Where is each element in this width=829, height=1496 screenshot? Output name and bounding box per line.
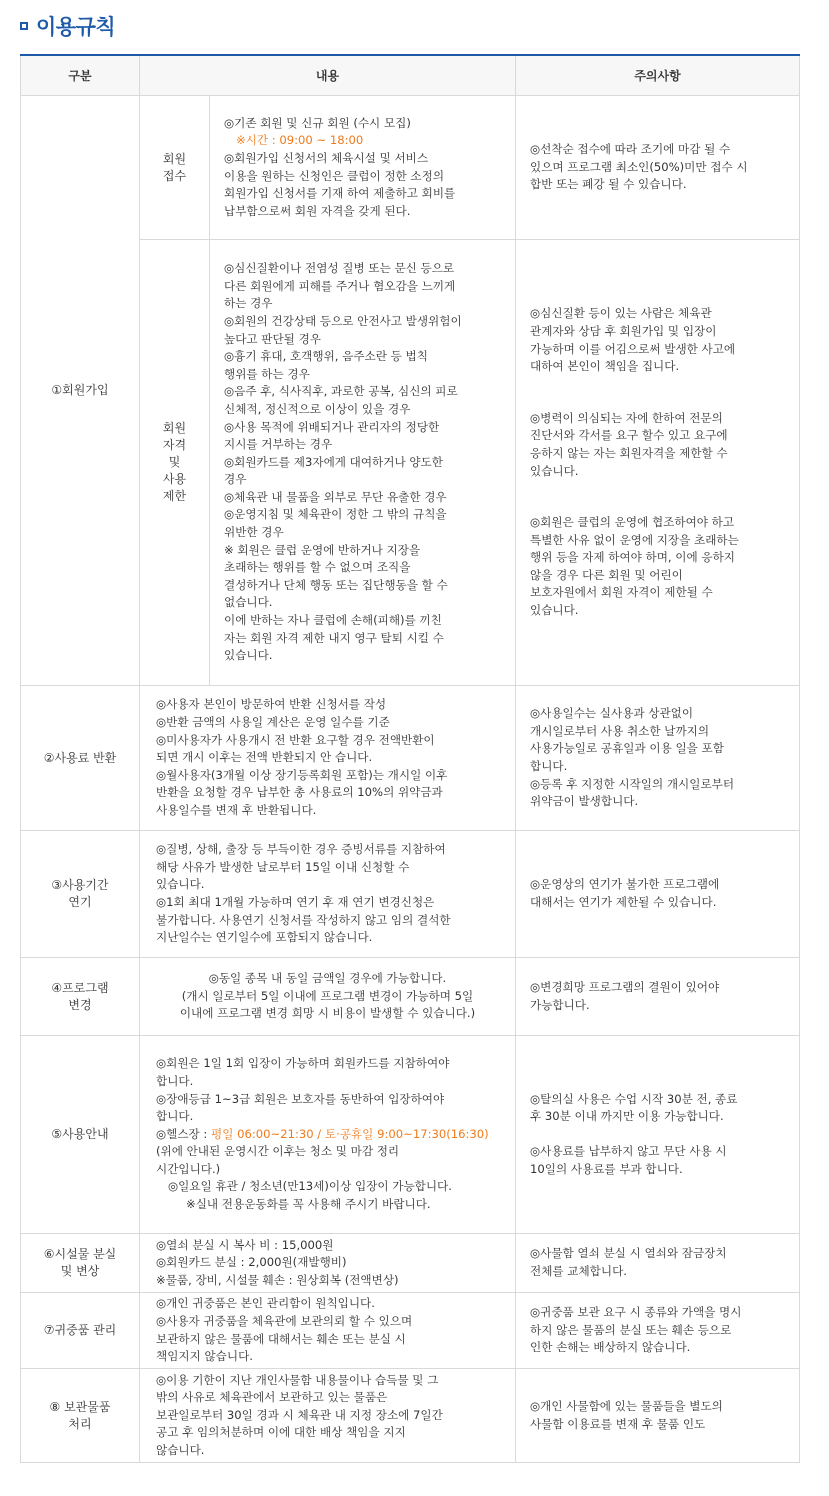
note-line: 후 30분 이내 까지만 이용 가능합니다.	[530, 1109, 724, 1124]
sub-category-restriction	[140, 240, 210, 686]
table-row-loss	[21, 1234, 800, 1293]
note-line: 대하여 본인이 책임을 집니다.	[530, 359, 680, 374]
content-line: 이내에 프로그램 변경 희망 시 비용이 발생할 수 있습니다.)	[179, 1006, 476, 1021]
note-line: 특별한 사유 없이 운영에 지장을 초래하는	[530, 532, 739, 547]
content-line: 합니다.	[156, 1109, 194, 1124]
sub-label: 접수	[162, 168, 187, 183]
content-line: 하는 경우	[224, 296, 273, 311]
square-bullet-icon	[20, 22, 28, 30]
content-line: 공고 후 임의처분하며 이에 대한 배상 책임을 지지	[156, 1425, 406, 1440]
header-content: 내용	[140, 55, 516, 96]
spacer	[530, 393, 787, 410]
content-line: 없습니다.	[224, 595, 273, 610]
reception-hours: ※시간 : 09:00 ~ 18:00	[236, 133, 364, 148]
note-storage	[516, 1369, 800, 1463]
content-line: 행위를 하는 경우	[224, 366, 310, 381]
content-line: 경우	[224, 472, 247, 487]
content-line: 시간입니다.)	[156, 1161, 221, 1176]
note-line: 관계자와 상담 후 회원가입 및 입장이	[530, 323, 717, 338]
content-line: 지시를 거부하는 경우	[224, 437, 333, 452]
note-line: 합반 또는 폐강 될 수 있습니다.	[530, 177, 687, 192]
note-line: 개시일로부터 사용 취소한 날까지의	[530, 723, 710, 738]
content-line: 신체적, 정신적으로 이상이 있을 경우	[224, 401, 411, 416]
content-line: ※물품, 장비, 시설물 훼손 : 원상회복 (전액변상)	[156, 1272, 399, 1287]
content-line: ◎개인 귀중품은 본인 관리함이 원칙입니다.	[156, 1296, 375, 1311]
note-reception	[516, 96, 800, 240]
content-line: ◎동일 종목 내 동일 금액일 경우에 가능합니다.	[208, 971, 447, 986]
content-line: ◎1회 최대 1개월 가능하며 연기 후 재 연기 변경신청은	[156, 895, 435, 909]
gym-label: ◎헬스장 :	[156, 1126, 211, 1141]
content-line: 위반한 경우	[224, 525, 284, 540]
category-valuables: ⑦귀중품 관리	[21, 1293, 140, 1369]
sub-label: 회원	[162, 151, 187, 166]
content-line: ◎체육관 내 물품을 외부로 무단 유출한 경우	[224, 489, 447, 504]
note-line: 않을 경우 다른 회원 및 어린이	[530, 567, 683, 582]
note-line: ◎사용료를 납부하지 않고 무단 사용 시	[530, 1144, 727, 1158]
content-line: 불가합니다. 사용연기 신청서를 작성하지 않고 임의 결석한	[156, 912, 451, 927]
note-line: 가능하며 이를 어김으로써 발생한 사고에	[530, 341, 736, 356]
note-line: 진단서와 각서를 요구 할수 있고 요구에	[530, 428, 728, 443]
content-line: (개시 일로부터 5일 이내에 프로그램 변경이 가능하며 5일	[181, 988, 474, 1003]
content-line: 되면 개시 이후는 전액 반환되지 안 습니다.	[156, 750, 373, 765]
note-loss	[516, 1234, 800, 1293]
category-program-change	[21, 958, 140, 1036]
content-extension	[140, 831, 516, 958]
note-extension	[516, 831, 800, 958]
table-row-membership-reception	[21, 96, 800, 240]
content-line: 보관일로부터 30일 경과 시 체육관 내 지정 장소에 7일간	[156, 1407, 443, 1422]
note-line: 위약금이 발생합니다.	[530, 794, 639, 809]
note-line: ◎사용일수는 실사용과 상관없이	[530, 706, 694, 721]
note-line: ◎운영상의 연기가 불가한 프로그램에	[530, 877, 720, 892]
content-line: 책임지지 않습니다.	[156, 1349, 253, 1364]
note-line: ◎병력이 의심되는 자에 한하여 전문의	[530, 410, 723, 425]
content-line: ◎사용자 귀중품을 체육관에 보관의뢰 할 수 있으며	[156, 1313, 413, 1328]
content-line: 다른 회원에게 피해를 주거나 혐오감을 느끼게	[224, 278, 456, 293]
note-line: 전체를 교체합니다.	[530, 1264, 627, 1278]
note-line: ◎사물함 열쇠 분실 시 열쇠와 잠금장치	[530, 1246, 727, 1261]
category-label: ③사용기간	[51, 878, 109, 892]
content-line: ◎질병, 상해, 출장 등 부득이한 경우 증빙서류를 지참하여	[156, 842, 446, 857]
note-restriction	[516, 240, 800, 686]
content-reception	[210, 96, 516, 240]
content-line: ◎회원가입 신청서의 체육시설 및 서비스	[224, 150, 429, 165]
category-membership: ①회원가입	[21, 96, 140, 686]
spacer	[530, 497, 787, 514]
header-note: 주의사항	[516, 55, 800, 96]
spacer	[530, 480, 787, 497]
note-line: 응하지 않는 자는 회원자격을 제한할 수	[530, 445, 728, 460]
content-loss	[140, 1234, 516, 1293]
note-line: 인한 손해는 배상하지 않습니다.	[530, 1340, 691, 1355]
page-title: 이용규칙	[36, 15, 116, 39]
content-line: ◎회원카드를 제3자에게 대여하거나 양도한	[224, 454, 443, 469]
content-line: 자는 회원 자격 제한 내지 영구 탈퇴 시킬 수	[224, 630, 444, 645]
content-line: ◎열쇠 분실 시 복사 비 : 15,000원	[156, 1237, 334, 1252]
note-line: 합니다.	[530, 759, 568, 773]
content-refund	[140, 686, 516, 831]
content-line: ◎심신질환이나 전염성 질병 또는 문신 등으로	[224, 261, 455, 276]
content-line: 납부함으로써 회원 자격을 갖게 된다.	[224, 203, 411, 218]
spacer	[530, 1126, 787, 1143]
content-line: 사용일수를 변재 후 반환됩니다.	[156, 802, 317, 817]
content-line: 높다고 판단될 경우	[224, 331, 321, 346]
note-valuables	[516, 1293, 800, 1369]
content-program-change	[140, 958, 516, 1036]
content-line: ◎이용 기한이 지난 개인사물함 내용물이나 습득물 및 그	[156, 1372, 439, 1387]
category-loss	[21, 1234, 140, 1293]
category-label: ⑧ 보관물품	[49, 1399, 111, 1414]
content-line: 지난일수는 연기일수에 포함되지 않습니다.	[156, 930, 373, 945]
note-line: 있습니다.	[530, 603, 579, 618]
category-guide: ⑤사용안내	[21, 1036, 140, 1234]
note-line: 가능합니다.	[530, 997, 590, 1012]
category-label: 처리	[68, 1416, 92, 1431]
category-refund: ②사용료 반환	[21, 686, 140, 831]
content-line: 반환을 요청할 경우 납부한 총 사용료의 10%의 위약금과	[156, 785, 443, 800]
note-line: ◎탈의실 사용은 수업 시작 30분 전, 종료	[530, 1091, 738, 1106]
content-line: ◎음주 후, 식사직후, 과로한 공복, 심신의 피로	[224, 384, 458, 399]
content-line: (위에 안내된 운영시간 이후는 청소 및 마감 정리	[156, 1144, 400, 1159]
content-line: 있습니다.	[224, 648, 273, 663]
note-line: ◎변경희망 프로그램의 결원이 있어야	[530, 979, 720, 994]
note-line: 사용가능일로 공휴일과 이용 일을 포함	[530, 741, 724, 756]
sub-label: 자격	[162, 438, 187, 452]
content-line: 초래하는 행위를 할 수 없으며 조직을	[224, 560, 411, 575]
sunday-closed-line: ◎일요일 휴관 / 청소년(만13세)이상 입장이 가능합니다.	[168, 1179, 452, 1194]
note-line: 사물함 이용료를 변재 후 물품 인도	[530, 1416, 706, 1431]
rules-table	[20, 54, 800, 1463]
category-storage	[21, 1369, 140, 1463]
indoor-shoes-line: ※실내 전용운동화를 꼭 사용해 주시기 바랍니다.	[186, 1197, 431, 1212]
note-refund	[516, 686, 800, 831]
note-line: ◎귀중품 보관 요구 시 종류와 가액을 명시	[530, 1305, 742, 1320]
content-line: ◎회원은 1일 1회 입장이 가능하며 회원카드를 지참하여야	[156, 1056, 450, 1071]
note-line: ◎개인 사물함에 있는 물품들을 별도의	[530, 1398, 723, 1413]
content-line: ◎운영지침 및 체육관이 정한 그 밖의 규칙을	[224, 507, 447, 522]
content-line: ◎사용 목적에 위배되거나 관리자의 정당한	[224, 419, 440, 434]
table-row-extension	[21, 831, 800, 958]
table-row-program-change	[21, 958, 800, 1036]
note-line: 하지 않은 물품의 분실 또는 훼손 등으로	[530, 1322, 732, 1337]
table-row-guide	[21, 1036, 800, 1234]
category-label: 연기	[68, 895, 92, 909]
category-label: 및 변상	[60, 1264, 100, 1278]
content-line: 보관하지 않은 물품에 대해서는 훼손 또는 분실 시	[156, 1331, 406, 1346]
table-row-storage	[21, 1369, 800, 1463]
note-line: 있습니다.	[530, 463, 579, 478]
content-line: ◎기존 회원 및 신규 회원 (수시 모집)	[224, 115, 411, 130]
page-title-bar	[20, 10, 115, 42]
sub-label: 회원	[162, 421, 187, 435]
sub-label: 사용	[162, 472, 187, 486]
content-storage	[140, 1369, 516, 1463]
content-line: ◎장애등급 1~3급 회원은 보호자를 동반하여 입장하여야	[156, 1091, 445, 1106]
header-category: 구분	[21, 55, 140, 96]
content-line: 이용을 원하는 신청인은 클럽이 정한 소정의	[224, 168, 445, 183]
content-line: 회원가입 신청서를 기재 하여 제출하고 회비를	[224, 186, 456, 201]
gym-hours: 평일 06:00~21:30 / 토·공휴일 9:00~17:30(16:30)	[211, 1126, 489, 1141]
content-line: 않습니다.	[156, 1442, 205, 1457]
note-line: 10일의 사용료를 부과 합니다.	[530, 1161, 683, 1176]
content-restriction	[210, 240, 516, 686]
sub-label: 제한	[162, 489, 187, 503]
spacer	[530, 376, 787, 393]
note-line: 있으며 프로그램 최소인(50%)미만 접수 시	[530, 159, 748, 174]
table-row-valuables	[21, 1293, 800, 1369]
sub-category-reception	[140, 96, 210, 240]
content-line: ◎흉기 휴대, 호객행위, 음주소란 등 법칙	[224, 349, 428, 364]
note-line: 대해서는 연기가 제한될 수 있습니다.	[530, 895, 717, 909]
gym-hours-line	[156, 1126, 505, 1144]
content-line: ◎반환 금액의 사용일 계산은 운영 일수를 기준	[156, 715, 390, 730]
content-line: 밖의 사유로 체육관에서 보관하고 있는 물품은	[156, 1390, 388, 1405]
category-label: ⑥시설물 분실	[43, 1247, 117, 1261]
category-label: ④프로그램	[51, 980, 109, 995]
table-header-row	[21, 55, 800, 96]
content-line: ◎사용자 본인이 방문하여 반환 신청서를 작성	[156, 697, 387, 712]
content-valuables	[140, 1293, 516, 1369]
content-line: ◎회원카드 분실 : 2,000원(재발행비)	[156, 1255, 347, 1270]
content-line: ◎회원의 건강상태 등으로 안전사고 발생위험이	[224, 313, 462, 328]
content-guide	[140, 1036, 516, 1234]
content-line: 이에 반하는 자나 클럽에 손해(피해)를 끼친	[224, 613, 442, 628]
note-line: ◎선착순 접수에 따라 조기에 마감 될 수	[530, 142, 731, 157]
content-line: 결성하거나 단체 행동 또는 집단행동을 할 수	[224, 577, 448, 592]
note-line: 행위 등을 자제 하여야 하며, 이에 응하지	[530, 550, 735, 565]
note-line: ◎심신질환 등이 있는 사람은 체육관	[530, 306, 712, 321]
note-line: ◎등록 후 지정한 시작일의 개시일로부터	[530, 776, 735, 791]
content-line: ◎미사용자가 사용개시 전 반환 요구할 경우 전액반환이	[156, 732, 435, 747]
table-row-refund	[21, 686, 800, 831]
content-line: 합니다.	[156, 1073, 194, 1088]
note-guide	[516, 1036, 800, 1234]
category-label: 변경	[68, 997, 92, 1012]
content-line: 해당 사유가 발생한 날로부터 15일 이내 신청할 수	[156, 859, 410, 874]
category-extension	[21, 831, 140, 958]
content-line: ◎월사용자(3개월 이상 장기등록회원 포함)는 개시일 이후	[156, 767, 448, 782]
sub-label: 및	[168, 455, 181, 469]
note-line: ◎회원은 클럽의 운영에 협조하여야 하고	[530, 515, 735, 530]
note-program-change	[516, 958, 800, 1036]
note-line: 보호자원에서 회원 자격이 제한될 수	[530, 585, 713, 600]
content-line: 있습니다.	[156, 877, 205, 892]
content-line: ※ 회원은 클럽 운영에 반하거나 지장을	[224, 542, 421, 557]
